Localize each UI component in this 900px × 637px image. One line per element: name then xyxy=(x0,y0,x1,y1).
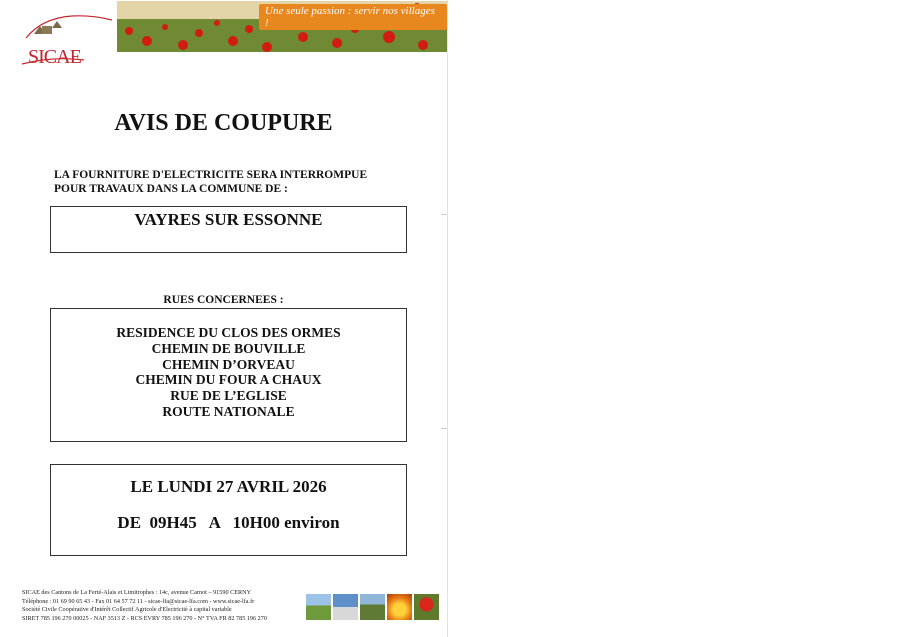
footer-registration: SIRET 785 196 270 00025 - NAF 3513 Z - RCS EVRY 785 196 270 - N° TVA FR 82 785 196 270 xyxy=(22,614,267,622)
thumb-poppy-image xyxy=(414,594,439,620)
footer-info xyxy=(22,589,307,623)
sicae-logo xyxy=(12,8,122,66)
street-item: CHEMIN DU FOUR A CHAUX xyxy=(135,372,322,388)
notice-page xyxy=(0,0,448,637)
footer-address: SICAE des Cantons de La Ferté-Alais et Limitrophes : 14c, avenue Carnot – 91590 CERNY xyxy=(22,589,252,596)
street-item: RUE DE L’EGLISE xyxy=(170,388,287,404)
outage-date: LE LUNDI 27 AVRIL 2026 xyxy=(130,477,327,496)
intro-line-2: POUR TRAVAUX DANS LA COMMUNE DE : xyxy=(54,183,288,195)
thumb-village-image xyxy=(360,594,385,620)
street-item: ROUTE NATIONALE xyxy=(162,403,295,419)
slogan: Une seule passion : servir nos villages ! xyxy=(259,4,447,30)
thumb-worker-image xyxy=(333,594,358,620)
page-title: AVIS DE COUPURE xyxy=(114,110,333,136)
footer-legal: Société Civile Coopérative d'Intérêt Collectif Agricole d'Electricité à capital variable xyxy=(22,606,232,613)
thumb-sunset-image xyxy=(387,594,412,620)
street-item: RESIDENCE DU CLOS DES ORMES xyxy=(116,325,341,340)
streets-label: RUES CONCERNEES : xyxy=(163,294,284,306)
commune-box xyxy=(50,206,407,253)
schedule-box xyxy=(50,464,407,556)
commune-name: VAYRES SUR ESSONNE xyxy=(134,210,323,229)
intro-line-1: LA FOURNITURE D'ELECTRICITE SERA INTERROMPUE xyxy=(54,169,368,181)
intro-text xyxy=(54,168,367,196)
thumb-landscape-image xyxy=(306,594,331,620)
streets-box xyxy=(50,308,407,442)
street-item: CHEMIN DE BOUVILLE xyxy=(151,340,306,356)
footer-photo-strip xyxy=(306,594,442,620)
poppy-field-banner xyxy=(117,1,447,52)
logo-text: SICAE xyxy=(28,46,81,68)
scan-edge-mark xyxy=(441,214,447,215)
outage-time: DE 09H45 A 10H00 environ xyxy=(117,513,340,532)
scan-edge-mark xyxy=(441,428,447,429)
street-item: CHEMIN D’ORVEAU xyxy=(162,356,295,372)
street-list xyxy=(51,325,406,420)
footer-contact: Téléphone : 01 69 90 65 43 - Fax 01 64 57 72 11 - sicae-lfa@sicae-lfa.com - www.sicae-lfa.fr xyxy=(22,597,255,605)
